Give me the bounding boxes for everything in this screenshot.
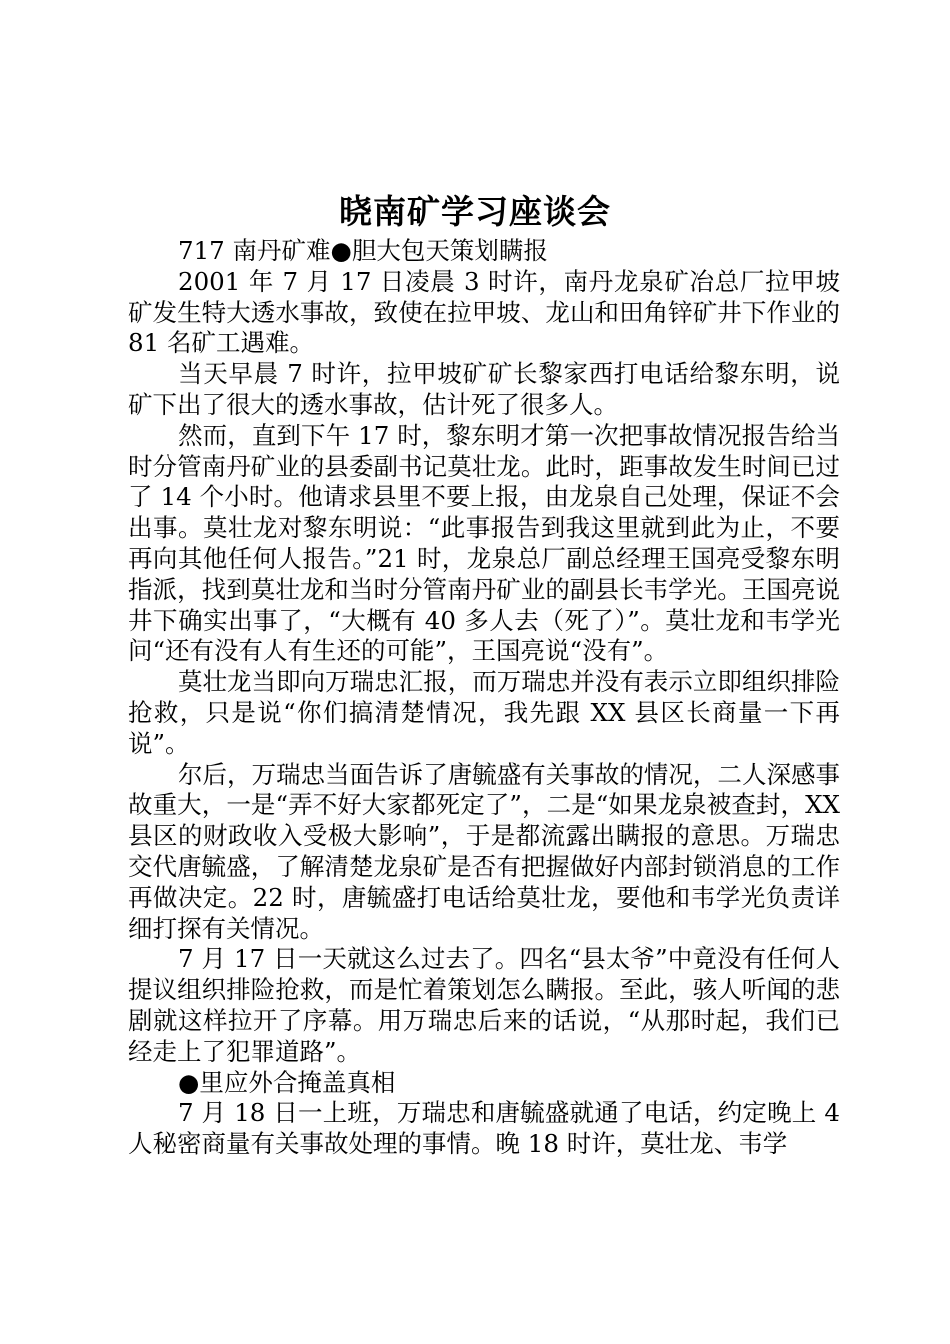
paragraph: 莫壮龙当即向万瑞忠汇报，而万瑞忠并没有表示立即组织排险抢救，只是说“你们搞清楚情况，我先跟 XX 县区长商量一下再说”。 xyxy=(128,667,840,758)
section-heading: ●里应外合掩盖真相 xyxy=(178,1067,396,1097)
paragraph: 2001 年 7 月 17 日凌晨 3 时许，南丹龙泉矿冶总厂拉甲坡矿发生特大透水事故，致使在拉甲坡、龙山和田角锌矿井下作业的 81 名矿工遇难。 xyxy=(128,266,840,358)
document-title: 晓南矿学习座谈会 xyxy=(339,192,611,231)
paragraph: 当天早晨 7 时许，拉甲坡矿矿长黎家西打电话给黎东明，说矿下出了很大的透水事故，估计死了很多人。 xyxy=(128,359,840,419)
paragraph: 7 月 18 日一上班，万瑞忠和唐毓盛就通了电话，约定晚上 4 人秘密商量有关事故处理的事情。晚 18 时许，莫壮龙、韦学 xyxy=(128,1098,840,1159)
paragraph: 然而，直到下午 17 时，黎东明才第一次把事故情况报告给当时分管南丹矿业的县委副书记莫壮龙。此时，距事故发生时间已过了 14 个小时。他请求县里不要上报，由龙泉自己处理，保证不会出事。莫壮龙对黎东明说：“此事报告到我这里就到此为止，不要再向其他任何人报告。”21 时，龙泉总厂副总经理王国亮受黎东明指派，找到莫壮龙和当时分管南丹矿业的副县长韦学光。王国亮说井下确实出事了，“大概有 40 多人去（死了）”。莫壮龙和韦学光问“还有没有人有生还的可能”，王国亮说“没有”。 xyxy=(128,420,840,666)
section-heading: 717 南丹矿难●胆大包天策划瞒报 xyxy=(178,236,548,265)
paragraph: 尔后，万瑞忠当面告诉了唐毓盛有关事故的情况，二人深感事故重大，一是“弄不好大家都死定了”，二是“如果龙泉被查封，XX 县区的财政收入受极大影响”，于是都流露出瞒报的意思。万瑞忠交代唐毓盛，了解清楚龙泉矿是否有把握做好内部封锁消息的工作再做决定。22 时，唐毓盛打电话给莫壮龙，要他和韦学光负责详细打探有关情况。 xyxy=(128,759,840,943)
document-body xyxy=(128,236,840,1160)
paragraph: 7 月 17 日一天就这么过去了。四名“县太爷”中竟没有任何人提议组织排险抢救，而是忙着策划怎么瞒报。至此，骇人听闻的悲剧就这样拉开了序幕。用万瑞忠后来的话说，“从那时起，我们已经走上了犯罪道路”。 xyxy=(128,944,840,1066)
